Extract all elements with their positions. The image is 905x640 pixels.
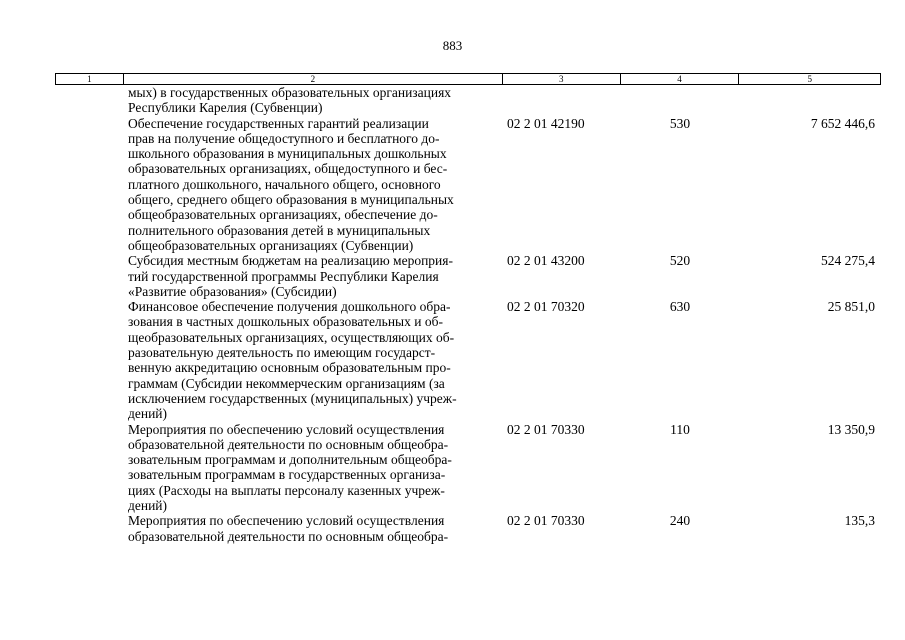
table-row xyxy=(0,299,905,421)
row-amount: 524 275,4 xyxy=(821,253,875,269)
row-code: 02 2 01 70320 xyxy=(507,299,585,315)
row-name: Обеспечение государственных гарантий реализации прав на получение общедоступного и бесплатного до- школьного образования в муниципальных дошкольных образовательных организациях, общедоступного и бес- платного дошкольного, начального общего, основного общего, среднего общего образования в муниципальных общеобразовательных организациях, обеспечение до- полнительного образования детей в муниципальных общеобразовательных организациях (Субвенции) xyxy=(128,115,454,253)
table-row xyxy=(0,85,905,116)
row-amount: 13 350,9 xyxy=(827,421,875,437)
table-row xyxy=(0,422,905,514)
row-expense-type: 240 xyxy=(669,513,691,529)
row-name: Субсидия местным бюджетам на реализацию мероприя- тий государственной программы Республики Карелия «Развитие образования» (Субсидии) xyxy=(128,253,453,299)
row-expense-type: 630 xyxy=(669,299,691,315)
row-name: Мероприятия по обеспечению условий осуществления образовательной деятельности по основным общеобра- зовательным программам и дополнительным общеобра- зовательным программам в государственных организа- циях (Расходы на выплаты персоналу казенных учреж- дений) xyxy=(128,421,452,514)
row-expense-type: 110 xyxy=(670,421,690,437)
row-expense-type: 520 xyxy=(669,253,691,269)
row-expense-type: 530 xyxy=(669,115,691,131)
column-header-5: 5 xyxy=(738,74,880,84)
column-header-4: 4 xyxy=(620,74,739,84)
row-name: Мероприятия по обеспечению условий осуществления образовательной деятельности по основным общеобра- xyxy=(128,513,449,544)
row-amount: 25 851,0 xyxy=(827,299,875,315)
table-body xyxy=(0,85,905,544)
row-code: 02 2 01 42190 xyxy=(507,115,585,131)
row-name: Финансовое обеспечение получения дошкольного обра- зования в частных дошкольных образовательных и об- щеобразовательных организациях, осуществляющих об- разовательную деятельность по имеющим государст- венную аккредитацию основным образовательным про- граммам (Субсидии некоммерческим организациям (за исключением государственных (муниципальных) учреж- дений) xyxy=(128,299,457,422)
table-row xyxy=(0,116,905,254)
column-header-1: 1 xyxy=(87,74,92,84)
row-code: 02 2 01 70330 xyxy=(507,513,585,529)
column-header-2: 2 xyxy=(123,74,502,84)
column-header-3: 3 xyxy=(502,74,620,84)
page-number: 883 xyxy=(442,38,463,53)
table-header xyxy=(55,73,881,85)
row-code: 02 2 01 43200 xyxy=(507,253,585,269)
row-amount: 135,3 xyxy=(844,513,875,529)
table-row xyxy=(0,253,905,299)
table-row xyxy=(0,513,905,544)
row-amount: 7 652 446,6 xyxy=(810,115,875,131)
row-name: мых) в государственных образовательных организациях Республики Карелия (Субвенции) xyxy=(128,85,452,116)
row-code: 02 2 01 70330 xyxy=(507,421,585,437)
